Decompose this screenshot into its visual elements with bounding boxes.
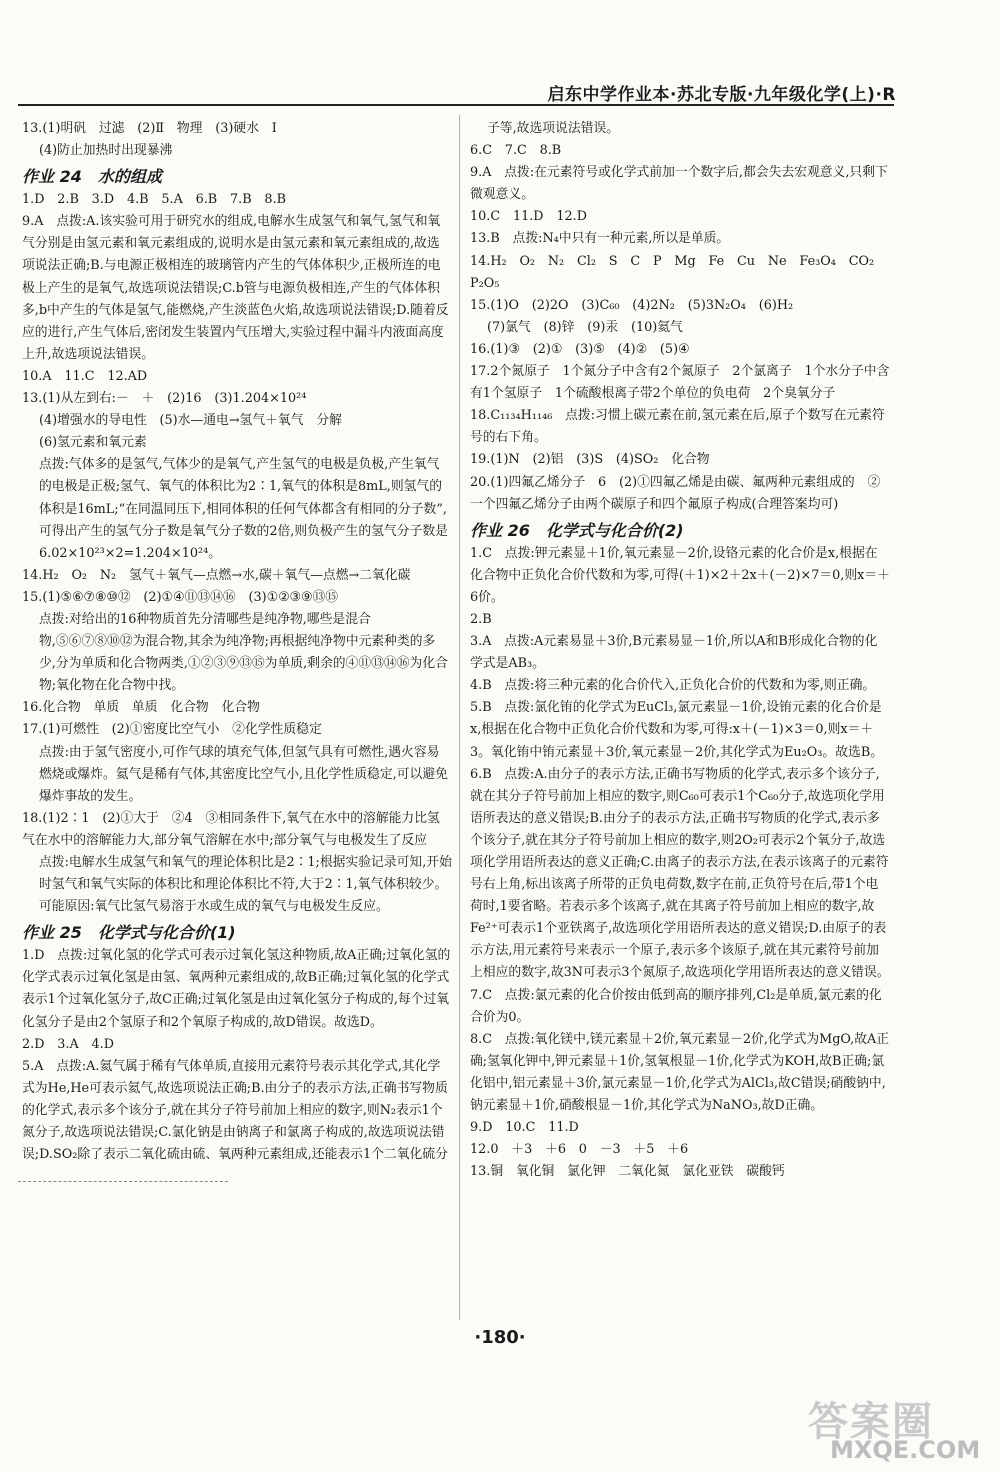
column-divider <box>459 115 460 1320</box>
watermark-en: MXQE.COM <box>830 1436 981 1464</box>
answer-item: 13.(1)明矾 过滤 (2)Ⅱ 物理 (3)硬水 Ⅰ <box>22 121 277 136</box>
answer-item: 16.(1)③ (2)① (3)⑤ (4)② (5)④ <box>470 341 690 357</box>
answer-item: 9.A 点拨:A.该实验可用于研究水的组成,电解水生成氢气和氧气,氢气和氧气分别是由氢元素和氧元素组成的,说明水是由氢元素和氧元素组成的,故选项说法正确;B.与电源正极相连的玻璃管内产生的气体体积少,正极所连的电极上产生的是氧气,故选项说法错误;C.b管与电源负极相连,产生的气体体积多,b中产生的气体是氢气,能燃烧,产生淡蓝色火焰,故选项说法错误;D.随着反应的进行,产生气体后,密闭发生装置内气压增大,实验过程中漏斗内液面高度上升,故选项说法错误。 <box>22 214 449 362</box>
answer-item: 9.D 10.C 11.D <box>470 1120 579 1136</box>
answer-item: 3.A 点拨:A元素易显＋3价,B元素易显－1价,所以A和B形成化合物的化学式是AB₃。 <box>470 634 878 672</box>
answer-item: 5.A 点拨:A.氦气属于稀有气体单质,直接用元素符号表示其化学式,其化学式为He,He可表示氦气,故选项说法正确;B.由分子的表示方法,正确书写物质的化学式,表示多个该分子,就在其分子符号前加上相应的数字,则N₂表示1个氮分子,故选项说法错误;C.氯化钠是由钠离子和氯离子构成的,故选项说法错误;D.SO₂除了表示二氧化硫由硫、氧两种元素组成,还能表示1个二氧化硫分 <box>22 1058 448 1163</box>
dashed-divider <box>18 1181 228 1182</box>
answer-item: 13.(1)从左到右:－ ＋ (2)16 (3)1.204×10²⁴ <box>22 391 307 407</box>
answer-item: 18.(1)2∶1 (2)①大于 ②4 ③相同条件下,氧气在水中的溶解能力比氢气在水中的溶解能力大,部分氧气溶解在水中;部分氧气与电极发生了反应 <box>22 810 440 848</box>
answer-item: 1.C 点拨:钾元素显＋1价,氧元素显－2价,设铬元素的化合价是x,根据在化合物中正负化合价代数和为零,可得(＋1)×2＋2x＋(－2)×7＝0,则x＝＋6价。 <box>470 545 890 605</box>
left-column <box>22 118 452 1166</box>
answer-item: 2.B <box>470 611 492 627</box>
answer-item: 8.C 点拨:氧化镁中,镁元素显＋2价,氧元素显－2价,化学式为MgO,故A正确;氢氧化钾中,钾元素显＋1价,氢氧根显－1价,化学式为KOH,故B正确;氯化铝中,铝元素显＋3价,氯元素显－1价,化学式为AlCl₃,故C错误;硝酸钠中,钠元素显＋1价,硝酸根显－1价,其化学式为NaNO₃,故D正确。 <box>470 1031 890 1114</box>
answer-note: 点拨:由于氢气密度小,可作气球的填充气体,但氢气具有可燃性,遇火容易燃烧或爆炸。氦气是稀有气体,其密度比空气小,且化学性质稳定,可以避免爆炸事故的发生。 <box>39 744 448 804</box>
answer-note: 子等,故选项说法错误。 <box>487 121 620 136</box>
answer-item: 6.C 7.C 8.B <box>470 143 562 159</box>
answer-item: 17.(1)可燃性 (2)①密度比空气小 ②化学性质稳定 <box>22 722 322 738</box>
answer-item: 18.C₁₁₃₄H₁₁₄₆ 点拨:习惯上碳元素在前,氢元素在后,原子个数写在元素符号的右下角。 <box>470 408 885 446</box>
answer-item: 4.B 点拨:将三种元素的化合价代入,正负化合价的代数和为零,则正确。 <box>470 678 876 694</box>
answer-item: 6.B 点拨:A.由分子的表示方法,正确书写物质的化学式,表示多个该分子,就在其分子符号前加上相应的数字,则C₆₀可表示1个C₆₀分子,故选项化学用语所表达的意义错误;B.由分子的表示方法,正确书写物质的化学式,表示多个该分子,就在其分子符号前加上相应的数字,则2O₂可表示2个氧分子,故选项化学用语所表达的意义正确;C.由离子的表示方法,在表示该离子的元素符号右上角,标出该离子所带的正负电荷数,数字在前,正负符号在后,带1个电荷时,1要省略。若表示多个该离子,就在其离子符号前加上相应的数字,故Fe²⁺可表示1个亚铁离子,故选项化学用语所表达的意义错误;D.由原子的表示方法,用元素符号来表示一个原子,表示多个该原子,就在其元素符号前加上相应的数字,故3N可表示3个氮原子,故选项化学用语所表达的意义错误。 <box>470 766 890 981</box>
answer-note: 点拨:对给出的16种物质首先分清哪些是纯净物,哪些是混合物,⑤⑥⑦⑧⑩⑫为混合物,其余为纯净物;再根据纯净物中元素种类的多少,分为单质和化合物两类,①②③⑨⑬⑮为单质,剩余的④⑪⑬⑭⑯为化合物;氧化物在化合物中找。 <box>39 611 448 694</box>
header-rule <box>18 104 894 106</box>
answer-item: 12.0 ＋3 ＋6 0 －3 ＋5 ＋6 <box>470 1142 689 1158</box>
answer-item: 19.(1)N (2)铝 (3)S (4)SO₂ 化合物 <box>470 452 710 468</box>
answer-note: (6)氢元素和氧元素 <box>39 435 147 451</box>
watermark-logo <box>808 1390 988 1468</box>
answer-item: 14.H₂ O₂ N₂ 氢气＋氧气—点燃→水,碳＋氧气—点燃→二氧化碳 <box>22 567 411 583</box>
answer-note: (4)增强水的导电性 (5)水—通电→氢气＋氧气 分解 <box>39 413 342 429</box>
page-number: ·180· <box>474 1327 526 1348</box>
answer-item: 13.铜 氧化铜 氯化钾 二氧化氮 氯化亚铁 碳酸钙 <box>470 1164 785 1180</box>
section-heading: 作业 25 化学式与化合价(1) <box>22 923 236 943</box>
running-header: 启东中学作业本·苏北专版·九年级化学(上)·R <box>547 85 896 105</box>
answer-note: 点拨:电解水生成氢气和氧气的理论体积比是2∶1;根据实验记录可知,开始时氢气和氧气实际的体积比和理论体积比不符,大于2∶1,氧气体积较少。可能原因:氧气比氢气易溶于水或生成的氧气与电极发生反应。 <box>39 855 452 915</box>
answer-note: 点拨:气体多的是氢气,气体少的是氧气,产生氢气的电极是负极,产生氧气的电极是正极;氢气、氧气的体积比为2∶1,氧气的体积是8mL,则氢气的体积是16mL;“在同温同压下,相同体积的任何气体都含有相同的分子数”,可得出产生的氢气分子数是氧气分子数的2倍,则负极产生的氢气分子数是6.02×10²³×2=1.204×10²⁴。 <box>39 457 448 561</box>
answer-item: 13.B 点拨:N₄中只有一种元素,所以是单质。 <box>470 231 730 247</box>
answer-item: 17.2个氮原子 1个氮分子中含有2个氮原子 2个氯离子 1个水分子中含有1个氢原子 1个硫酸根离子带2个单位的负电荷 2个臭氧分子 <box>470 364 890 402</box>
section-heading: 作业 24 水的组成 <box>22 167 162 187</box>
answer-item: 16.化合物 单质 单质 化合物 化合物 <box>22 700 260 716</box>
answer-item: 1.D 2.B 3.D 4.B 5.A 6.B 7.B 8.B <box>22 192 287 208</box>
answer-note: (4)防止加热时出现暴沸 <box>39 143 173 159</box>
section-heading: 作业 26 化学式与化合价(2) <box>470 520 684 540</box>
answer-item: 15.(1)O (2)2O (3)C₆₀ (4)2N₂ (5)3N₂O₄ (6)H₂ <box>470 297 794 313</box>
answer-item: 10.A 11.C 12.AD <box>22 368 148 384</box>
answer-item: 9.A 点拨:在元素符号或化学式前加一个数字后,都会失去宏观意义,只剩下微观意义。 <box>470 165 888 203</box>
answer-item: 20.(1)四氟乙烯分子 6 (2)①四氟乙烯是由碳、氟两种元素组成的 ②一个四氟乙烯分子由两个碳原子和四个氟原子构成(合理答案均可) <box>470 474 881 512</box>
answer-item: 10.C 11.D 12.D <box>470 209 587 225</box>
right-column <box>470 118 890 1183</box>
answer-item: 1.D 点拨:过氧化氢的化学式可表示过氧化氢这种物质,故A正确;过氧化氢的化学式表示过氧化氢是由氢、氧两种元素组成的,故B正确;过氧化氢的化学式表示1个过氧化氢分子,故C正确;过氧化氢是由过氧化氢分子构成的,每个过氧化氢分子是由2个氢原子和2个氧原子构成的,故D错误。故选D。 <box>22 948 451 1030</box>
answer-item: 5.B 点拨:氯化铕的化学式为EuCl₃,氯元素显－1价,设铕元素的化合价是x,根据在化合物中正负化合价代数和为零,可得:x＋(－1)×3＝0,则x＝＋3。氧化铕中铕元素显＋3价,氧元素显－2价,其化学式为Eu₂O₃。故选B。 <box>470 700 884 760</box>
watermark-cn: 答案圈 <box>808 1399 934 1445</box>
answer-item: 2.D 3.A 4.D <box>22 1036 114 1052</box>
answer-item: 15.(1)⑤⑥⑦⑧⑩⑫ (2)①④⑪⑬⑭⑯ (3)①②③⑨⑬⑮ <box>22 589 339 605</box>
answer-item: 7.C 点拨:氯元素的化合价按由低到高的顺序排列,Cl₂是单质,氯元素的化合价为0。 <box>470 987 882 1025</box>
answer-item: 14.H₂ O₂ N₂ Cl₂ S C P Mg Fe Cu Ne Fe₃O₄ CO₂ P₂O₅ <box>470 253 887 291</box>
answer-note: (7)氯气 (8)锌 (9)汞 (10)氦气 <box>487 319 683 335</box>
